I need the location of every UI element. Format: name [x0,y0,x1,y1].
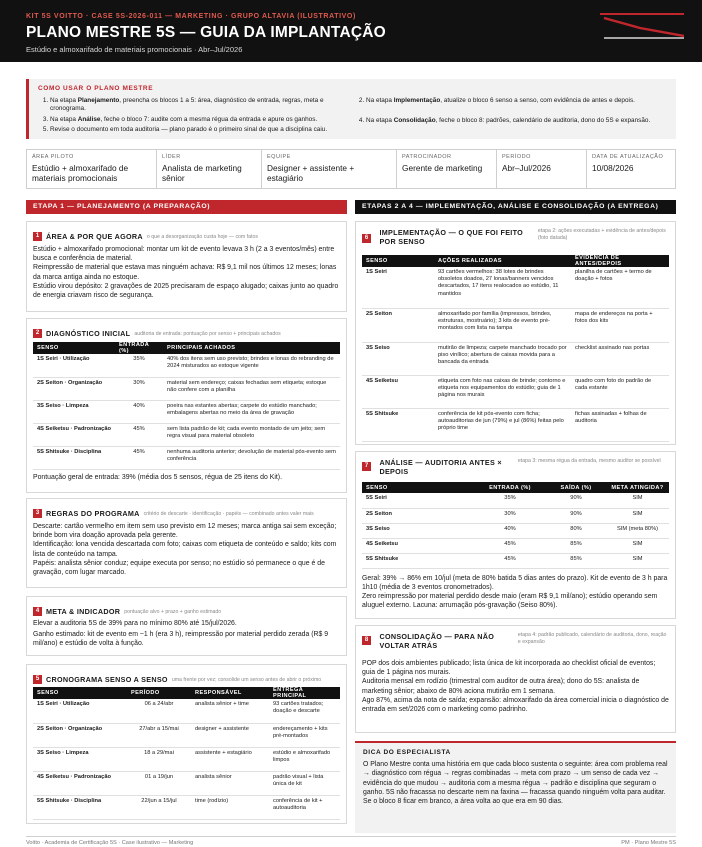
paragraph: Ganho estimado: kit de evento em ~1 h (era 3 h), reimpressão por material perdido zerada (R$ 9 mil/ano) e estúdio de volta à função. [33,631,329,648]
stages-2-4-bar: ETAPAS 2 A 4 — IMPLEMENTAÇÃO, ANÁLISE E CONSOLIDAÇÃO (A ENTREGA) [355,200,676,214]
paragraph: POP dos dois ambientes publicado; lista única de kit incorporada ao checklist oficial de eventos; guia de 1 página nos murais. [362,660,656,677]
block-5-schedule: 5 CRONOGRAMA SENSO A SENSO uma frente por vez; consolide um senso antes de abrir o próximo SENSO PERÍODO RESPONSÁVEL ENTREGA PRINCIPAL 1S Seiri · Utilização 06 a 24/abr analista sênior + time 93 cartões tratados; doação e descarte 2S Seiton · Organização 27/abr a 15/mai designer + assistente endereçamento + kits pré-montados 3S Seiso · Limpeza 18 a 29/mai assistente + estagiário estúdio e almoxarifado limpos 4S Seiketsu · Padronização 01 a 19/jun analista sênior padrão visual + lista única de kit 5S Shitsuke · Disciplina 22/jun a 15/jul time (rodízio) conferência de kit + autoauditoria [26,664,347,824]
expert-tip-title: DICA DO ESPECIALISTA [363,749,451,756]
how-to-step-3: 3. Na etapa Análise, feche o bloco 7: audite com a mesma régua da entrada e apure os ganhos. [50,116,338,124]
paragraph: Elevar a auditoria 5S de 39% para no mínimo 80% até 15/jul/2026. [33,620,237,627]
footer-right: PM · Plano Mestre 5S [621,840,676,846]
block-4-goal: 4 META & INDICADOR pontuação alvo + prazo + ganho estimado Elevar a auditoria 5S de 39% para no mínimo 80% até 15/jul/2026. Ganho estimado: kit de evento em ~1 h (era 3 h), reimpressão por material perdido zerada (R$ 9 mil/ano) e estúdio de volta à função. [26,596,347,656]
paragraph: Papéis: analista sênior conduz; equipe executa por senso; no estúdio só permanece o que é de gravação, com lugar marcado. [33,559,325,577]
expert-tip-body: O Plano Mestre conta uma história em que cada bloco sustenta o seguinte: área com problema real → diagnóstico com régua → regras combinadas → meta com prazo → um senso de cada vez → evidência do que mudou → auditoria com a mesma régua → padrão e disciplina que seguram o ganho. 5S não fracassa no descarte nem na faxina — fracassa quando ninguém volta para auditar. Se o bloco 8 ficar em branco, a área volta ao que era em 90 dias. [363,761,668,806]
page-footer [26,836,676,845]
block-number: 1 [33,232,42,241]
how-to-step-2: 2. Na etapa Implementação, atualize o bloco 6 senso a senso, com evidência de antes e depois. [366,97,672,105]
paragraph: Estúdio virou depósito: 2 gravações de 2025 precisaram de espaço alugado; caixas junto ao quadro de energia criavam risco de segurança. [33,282,339,300]
table-row: 4S Seiketsu · Padronização 45% sem lista padrão de kit; cada evento montado de um jeito; sem regra visual para material obsoleto [33,423,340,446]
footer-left: Voitto · Academia de Certificação 5S · Case ilustrativo — Marketing [26,840,194,846]
how-to-left-list [38,97,338,137]
project-meta-row [26,149,676,189]
table-row: 5S Shitsuke · Disciplina 45% nenhuma auditoria anterior; devolução de material pós-evento sem conferência [33,446,340,469]
block-title: ÁREA & POR QUE AGORA [46,232,143,242]
block-1-area [26,221,347,312]
paragraph: Geral: 39% → 86% em 10/jul (meta de 80% batida 5 dias antes do prazo). Kit de evento de 3 h para 1h10 (média de 3 eventos cronometrados). [362,574,668,591]
block-7-analysis: 7 ANÁLISE — AUDITORIA ANTES × DEPOIS etapa 3: mesma régua da entrada, mesmo auditor se possível SENSO ENTRADA (%) SAÍDA (%) META ATINGIDA? 5S Seiri 35% 90% SIM 2S Seiton 30% 90% SIM 3S Seiso 40% 80% SIM (meta 80%) 4S Seiketsu 45% 85% SIM 5S Shitsuke 45% 85% SIM Geral: 39% → 86% em 10/jul (meta de 80% batida 5 dias antes do prazo). Kit de evento de 3 h para 1h10 (média de 3 eventos cronometrados). Zero reimpressão por material perdido desde maio (eram R$ 9,1 mil/ano); estúdio operando sem aluguel externo. Lacuna: arrumação pós-gravação (Seiso 80%). [355,451,676,619]
meta-leader: LÍDER Analista de marketing sênior [157,150,262,188]
how-to-right-list [354,97,672,128]
page-header [0,0,702,62]
how-to-step-1: 1. Na etapa Planejamento, preencha os blocos 1 a 5: área, diagnóstico de entrada, regras, meta e cronograma. [50,97,338,114]
meta-sponsor: PATROCINADOR Gerente de marketing [397,150,497,188]
paragraph: Estúdio + almoxarifado promocional: montar um kit de evento levava 3 h (2 a 3 eventos/mês) entre busca e conferência de material. [33,246,335,263]
table-row: 2S Seiton almoxarifado por família (impressos, brindes, estruturas, mostruário); 3 kits de evento pré-montados com lista na tampa mapa de endereços na porta + fotos dos kits [362,308,669,342]
table-row: 1S Seiri 93 cartões vermelhos: 38 lotes de brindes obsoletos doados, 27 lonas/banners vencidos descartados, 17 itens realocados ao estúdio, 11 mantidos planilha de cartões + termo de doação + fotos [362,267,669,308]
schedule-table: SENSO PERÍODO RESPONSÁVEL ENTREGA PRINCIPAL 1S Seiri · Utilização 06 a 24/abr analista sênior + time 93 cartões tratados; doação e descarte 2S Seiton · Organização 27/abr a 15/mai designer + assistente endereçamento + kits pré-montados 3S Seiso · Limpeza 18 a 29/mai assistente + estagiário estúdio e almoxarifado limpos 4S Seiketsu · Padronização 01 a 19/jun analista sênior padrão visual + lista única de kit 5S Shitsuke · Disciplina 22/jun a 15/jul time (rodízio) conferência de kit + autoauditoria [33,687,340,820]
paragraph: Auditoria mensal em rodízio (trimestral com auditor de outra área); dono do 5S: analista de marketing sênior; abaixo de 80% aciona mutirão em 1 semana. [362,678,640,695]
block-6-implementation: 6 IMPLEMENTAÇÃO — O QUE FOI FEITO POR SENSO etapa 2: ações executadas + evidência de antes/depois (foto datada) SENSO AÇÕES REALIZADAS EVIDÊNCIA DE ANTES/DEPOIS 1S Seiri 93 cartões vermelhos: 38 lotes de brindes obsoletos doados, 27 lonas/banners vencidos descartados, 17 itens realocados ao estúdio, 11 mantidos planilha de cartões + termo de doação + fotos 2S Seiton almoxarifado por família (impressos, brindes, estruturas, mostruário); 3 kits de evento pré-montados com lista na tampa mapa de endereços na porta + fotos dos kits 3S Seiso mutirão de limpeza; carpete manchado trocado por piso vinílico; abertura de caixas movida para a bancada da entrada checklist assinado nas portas 4S Seiketsu etiqueta com foto nas caixas de brinde; contorno e etiqueta nos equipamentos do estúdio; guia de 1 página nos murais quadro com foto do padrão de cada estante 5S Shitsuke conferência de kit pós-evento com ficha; autoauditorias de jun (79%) e jul (86%) feitas pelo próprio time fichas assinadas + folhas de auditoria [355,221,676,445]
block-3-rules: 3 REGRAS DO PROGRAMA critério de descarte · identificação · papéis — combinado antes valer mais Descarte: cartão vermelho em item sem uso previsto em 12 meses; marca antiga sai sem exceção; brinde bom vira doação aprovada pela gerente. Identificação: lona vencida descartada com foto; caixas com etiqueta de conteúdo e saldo; kits com lista de conteúdo na tampa. Papéis: analista sênior conduz; equipe executa por senso; no estúdio só permanece o que é de gravação, com lugar marcado. [26,498,347,588]
table-row: 5S Seiri 35% 90% SIM [362,493,669,508]
how-to-title: COMO USAR O PLANO MESTRE [38,85,154,92]
paragraph: Identificação: lona vencida descartada com foto; caixas com etiqueta de conteúdo e saldo; kits com lista de conteúdo na tampa. [33,541,337,558]
meta-period: PERÍODO Abr–Jul/2026 [497,150,587,188]
table-row: 3S Seiso mutirão de limpeza; carpete manchado trocado por piso vinílico; abertura de caixas movida para a bancada da entrada checklist assinado nas portas [362,342,669,375]
how-to-step-4: 4. Na etapa Consolidação, feche o bloco 8: padrões, calendário de auditoria, dono do 5S e expansão. [366,117,672,125]
table-row: 4S Seiketsu etiqueta com foto nas caixas de brinde; contorno e etiqueta nos equipamentos do estúdio; guia de 1 página nos murais quadro com foto do padrão de cada estante [362,375,669,408]
implementation-table: SENSO AÇÕES REALIZADAS EVIDÊNCIA DE ANTES/DEPOIS 1S Seiri 93 cartões vermelhos: 38 lotes de brindes obsoletos doados, 27 lonas/banners vencidos descartados, 17 itens realocados ao estúdio, 11 mantidos planilha de cartões + termo de doação + fotos 2S Seiton almoxarifado por família (impressos, brindes, estruturas, mostruário); 3 kits de evento pré-montados com lista na tampa mapa de endereços na porta + fotos dos kits 3S Seiso mutirão de limpeza; carpete manchado trocado por piso vinílico; abertura de caixas movida para a bancada da entrada checklist assinado nas portas 4S Seiketsu etiqueta com foto nas caixas de brinde; contorno e etiqueta nos equipamentos do estúdio; guia de 1 página nos murais quadro com foto do padrão de cada estante 5S Shitsuke conferência de kit pós-evento com ficha; autoauditorias de jun (79%) e jul (86%) feitas pelo próprio time fichas assinadas + folhas de auditoria [362,255,669,442]
paragraph: Zero reimpressão por material perdido desde maio (eram R$ 9,1 mil/ano); estúdio operando sem aluguel externo. Lacuna: arrumação pós-gravação (Seiso 80%). [362,592,658,610]
table-row: 3S Seiso · Limpeza 18 a 29/mai assistente + estagiário estúdio e almoxarifado limpos [33,747,340,771]
table-row: 5S Shitsuke 45% 85% SIM [362,553,669,568]
table-row: 3S Seiso 40% 80% SIM (meta 80%) [362,523,669,538]
table-row: 1S Seiri · Utilização 35% 40% dos itens sem uso previsto; brindes e lonas do rebranding de 2024 misturados ao estoque vigente [33,354,340,377]
page-title: PLANO MESTRE 5S — GUIA DA IMPLANTAÇÃO [26,24,386,41]
how-to-step-5: 5. Revise o documento em toda auditoria — plano parado é o primeiro sinal de que a disciplina caiu. [50,126,338,134]
table-row: 2S Seiton · Organização 30% material sem endereço; caixas fechadas sem etiqueta; estoque não confere com a planilha [33,377,340,400]
meta-team: EQUIPE Designer + assistente + estagiário [262,150,397,188]
brand-logo-icon [600,12,684,40]
table-row: 4S Seiketsu 45% 85% SIM [362,538,669,553]
header-kicker: KIT 5S VOITTO · CASE 5S-2026-011 — MARKETING · GRUPO ALTAVIA (ILUSTRATIVO) [26,13,356,20]
table-row: 3S Seiso · Limpeza 40% poeira nas estantes abertas; carpete do estúdio manchado; embalagens abertas no meio da área de gravação [33,400,340,423]
audit-comparison-table: SENSO ENTRADA (%) SAÍDA (%) META ATINGIDA? 5S Seiri 35% 90% SIM 2S Seiton 30% 90% SIM 3S Seiso 40% 80% SIM (meta 80%) 4S Seiketsu 45% 85% SIM 5S Shitsuke 45% 85% SIM [362,482,669,569]
table-row: 1S Seiri · Utilização 06 a 24/abr analista sênior + time 93 cartões tratados; doação e descarte [33,699,340,723]
block-note: o que a desorganização custa hoje — com fatos [146,233,258,240]
table-row: 2S Seiton · Organização 27/abr a 15/mai designer + assistente endereçamento + kits pré-montados [33,723,340,747]
paragraph: Reimpressão de material que estava mas ninguém achava: R$ 9,1 mil nos últimos 12 meses; lonas da marca antiga ainda no estoque. [33,264,337,281]
diagnosis-summary: Pontuação geral de entrada: 39% (média dos 5 sensos, régua de 25 itens do Kit). [33,473,282,481]
how-to-panel [26,79,676,139]
block-2-diagnosis: 2 DIAGNÓSTICO INICIAL auditoria de entrada: pontuação por senso + principais achados SENSO ENTRADA (%) PRINCIPAIS ACHADOS 1S Seiri · Utilização 35% 40% dos itens sem uso previsto; brindes e lonas do rebranding de 2024 misturados ao estoque vigente 2S Seiton · Organização 30% material sem endereço; caixas fechadas sem etiqueta; estoque não confere com a planilha 3S Seiso · Limpeza 40% poeira nas estantes abertas; carpete do estúdio manchado; embalagens abertas no meio da área de gravação 4S Seiketsu · Padronização 45% sem lista padrão de kit; cada evento montado de um jeito; sem regra visual para material obsoleto 5S Shitsuke · Disciplina 45% nenhuma auditoria anterior; devolução de material pós-evento sem conferência Pontuação geral de entrada: 39% (média dos 5 sensos, régua de 25 itens do Kit). [26,318,347,493]
stage-1-bar: ETAPA 1 — PLANEJAMENTO (A PREPARAÇÃO) [26,200,347,214]
meta-update-date: DATA DE ATUALIZAÇÃO 10/08/2026 [592,154,664,173]
table-row: 4S Seiketsu · Padronização 01 a 19/jun analista sênior padrão visual + lista única de kit [33,771,340,795]
meta-area: ÁREA PILOTO Estúdio + almoxarifado de materiais promocionais [27,150,157,188]
block-8-consolidation: 8 CONSOLIDAÇÃO — PARA NÃO VOLTAR ATRÁS etapa 4: padrão publicado, calendário de auditoria, dono, reação e expansão POP dos dois ambientes publicado; lista única de kit incorporada ao checklist oficial de eventos; guia de 1 página nos murais. Auditoria mensal em rodízio (trimestral com auditor de outra área); dono do 5S: analista de marketing sênior; abaixo de 80% aciona mutirão em 1 semana. Ago 87%, acima da nota de saída; expansão: almoxarifado da área comercial inicia o diagnóstico de entrada em set/2026 com o marketing como padrinho. [355,625,676,733]
paragraph: Ago 87%, acima da nota de saída; expansão: almoxarifado da área comercial inicia o diagnóstico de entrada em set/2026 com o marketing como padrinho. [362,696,669,714]
page-subtitle: Estúdio e almoxarifado de materiais promocionais · Abr–Jul/2026 [26,45,243,54]
expert-tip-panel [355,741,676,833]
paragraph: Descarte: cartão vermelho em item sem uso previsto em 12 meses; marca antiga sai sem exceção; brinde bom vira doação aprovada pela gerente. [33,523,337,540]
table-row: 5S Shitsuke · Disciplina 22/jun a 15/jul time (rodízio) conferência de kit + autoauditoria [33,795,340,819]
table-row: 5S Shitsuke conferência de kit pós-evento com ficha; autoauditorias de jun (79%) e jul (86%) feitas pelo próprio time fichas assinadas + folhas de auditoria [362,408,669,441]
diagnosis-table: SENSO ENTRADA (%) PRINCIPAIS ACHADOS 1S Seiri · Utilização 35% 40% dos itens sem uso previsto; brindes e lonas do rebranding de 2024 misturados ao estoque vigente 2S Seiton · Organização 30% material sem endereço; caixas fechadas sem etiqueta; estoque não confere com a planilha 3S Seiso · Limpeza 40% poeira nas estantes abertas; carpete do estúdio manchado; embalagens abertas no meio da área de gravação 4S Seiketsu · Padronização 45% sem lista padrão de kit; cada evento montado de um jeito; sem regra visual para material obsoleto 5S Shitsuke · Disciplina 45% nenhuma auditoria anterior; devolução de material pós-evento sem conferência [33,342,340,470]
table-row: 2S Seiton 30% 90% SIM [362,508,669,523]
